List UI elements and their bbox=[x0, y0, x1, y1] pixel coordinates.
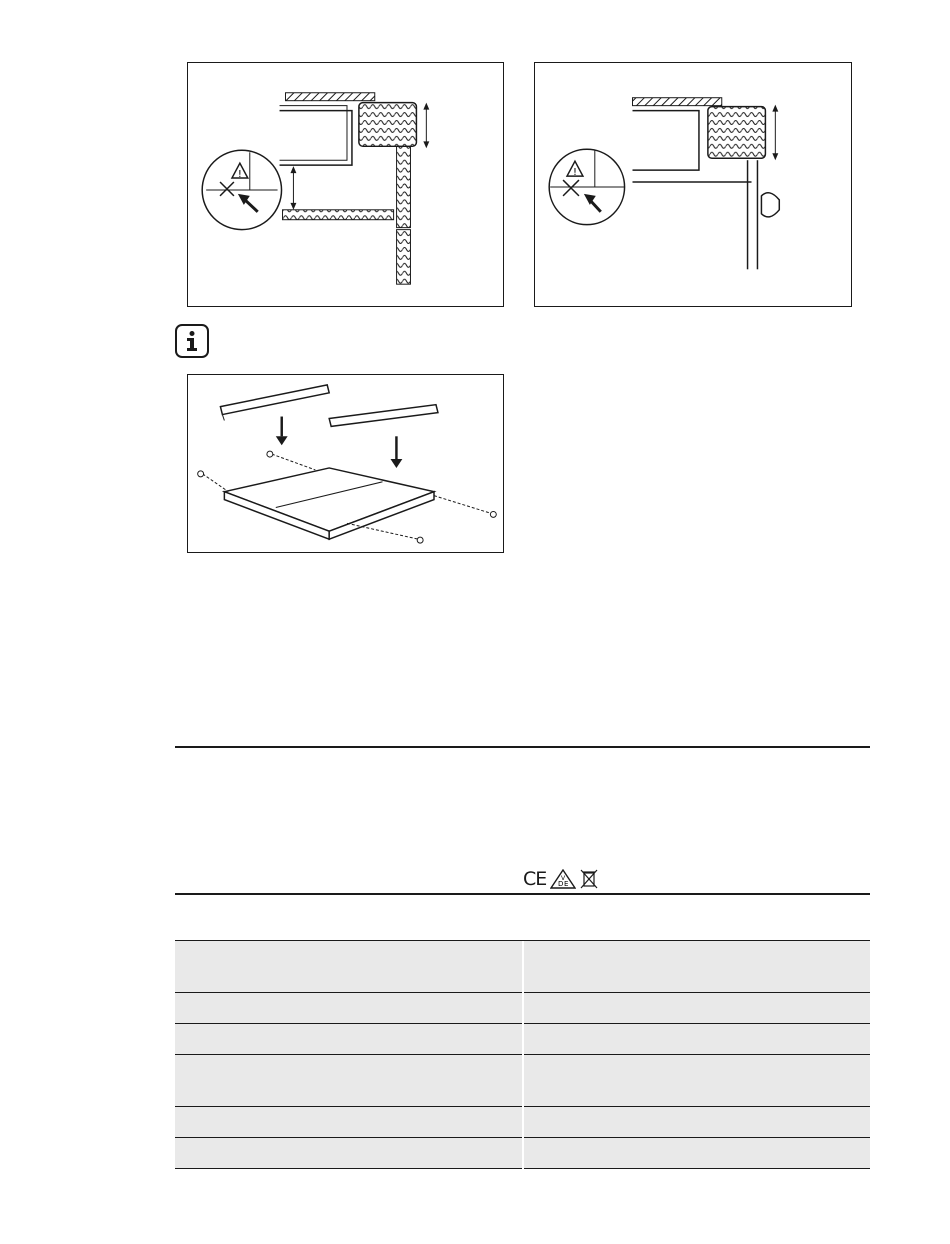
table-cell-label bbox=[175, 941, 523, 993]
svg-text:!: ! bbox=[572, 167, 577, 179]
svg-text:E: E bbox=[564, 880, 569, 888]
table-row bbox=[175, 1055, 870, 1107]
svg-text:!: ! bbox=[237, 169, 242, 181]
svg-text:V: V bbox=[561, 875, 566, 882]
table-cell-label bbox=[175, 1055, 523, 1107]
table-row bbox=[175, 993, 870, 1024]
section-divider bbox=[175, 746, 870, 748]
table-cell-value bbox=[523, 1107, 870, 1138]
table-cell-value bbox=[523, 941, 870, 993]
warning-triangle-icon bbox=[202, 150, 281, 229]
table-row bbox=[175, 1138, 870, 1169]
table-row bbox=[175, 1107, 870, 1138]
warning-triangle-icon bbox=[549, 149, 624, 224]
table-cell-value bbox=[523, 1024, 870, 1055]
table-row bbox=[175, 1024, 870, 1055]
certification-marks bbox=[523, 866, 598, 892]
crossed-bin-icon bbox=[580, 868, 598, 890]
installation-figure-right bbox=[534, 62, 852, 307]
svg-text:D: D bbox=[558, 880, 564, 888]
installation-figure-left bbox=[187, 62, 504, 307]
ce-mark: CE bbox=[523, 867, 547, 890]
table-cell-label bbox=[175, 993, 523, 1024]
installation-diagram bbox=[535, 63, 851, 306]
table-cell-label bbox=[175, 1138, 523, 1169]
table-row bbox=[175, 941, 870, 993]
table-cell-value bbox=[523, 993, 870, 1024]
table-cell-label bbox=[175, 1107, 523, 1138]
table-cell-value bbox=[523, 1138, 870, 1169]
section-divider bbox=[175, 893, 870, 895]
table-cell-label bbox=[175, 1024, 523, 1055]
info-icon bbox=[175, 324, 209, 358]
vde-mark-icon bbox=[550, 869, 576, 889]
technical-data-table bbox=[175, 941, 870, 1169]
installation-diagram bbox=[188, 63, 503, 306]
table-cell-value bbox=[523, 1055, 870, 1107]
frame-assembly-diagram bbox=[188, 375, 503, 552]
frame-assembly-figure bbox=[187, 374, 504, 553]
